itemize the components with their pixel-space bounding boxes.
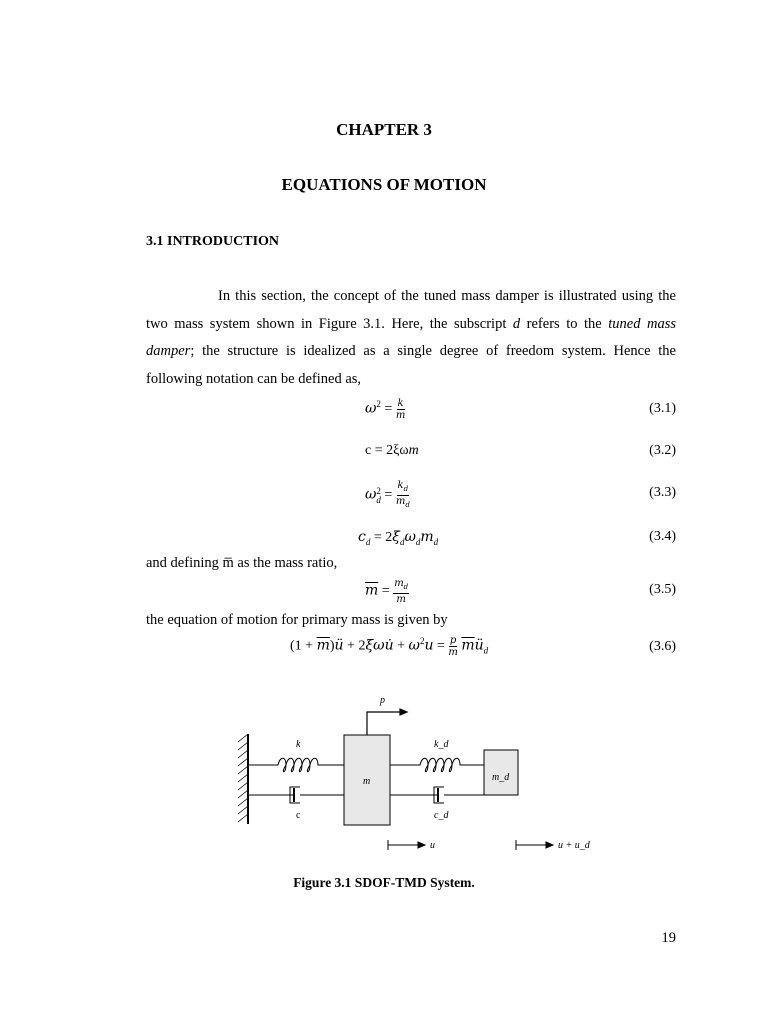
label-cd: c_d <box>434 810 449 821</box>
equation-number: (3.1) <box>649 401 676 416</box>
chapter-title: EQUATIONS OF MOTION <box>281 175 487 194</box>
label-u: u <box>430 840 435 851</box>
spring-kd <box>390 758 484 772</box>
label-m: m <box>363 776 371 787</box>
label-kd: k_d <box>434 739 449 750</box>
spring-k <box>248 758 344 772</box>
equation-3-6: $(1 + \overline{m})ü$ + 2ξωu̇ + $\omega^2u$ = $\frac{p}{m}$ $\overline{m}ü_d$ <box>290 635 489 658</box>
label-c: c <box>296 810 301 821</box>
label-u-ud: u + u_d <box>558 840 590 851</box>
equation-number: (3.2) <box>649 443 676 458</box>
sdof-tmd-figure <box>230 690 610 860</box>
equation-number: (3.4) <box>649 529 676 544</box>
label-p: p <box>380 695 385 706</box>
force-arrow-p <box>367 709 407 735</box>
equation-number: (3.3) <box>649 485 676 500</box>
equation-3-4: $c_d = 2\xi_d\omega_dm_d$ <box>358 529 439 547</box>
eom-intro-text: the equation of motion for primary mass is given by <box>146 612 448 628</box>
intro-paragraph: In this section, the concept of the tuned mass damper is illustrated using the two mass system shown in Figure 3.1. Here, the subscript d refers to the tuned mass damper; the structure is idealized as a single degree of freedom system. Hence the following notation can be defined as, <box>146 288 676 387</box>
chapter-heading: CHAPTER 3 <box>336 120 432 139</box>
figure-caption: Figure 3.1 SDOF-TMD System. <box>293 875 475 890</box>
label-md: m_d <box>492 772 510 783</box>
equation-3-2: c = 2ξωm <box>365 443 419 458</box>
section-heading: 3.1 INTRODUCTION <box>146 234 280 249</box>
equation-3-5: $\overline{m}$ = $\frac{m_d}{m}$ <box>365 578 409 605</box>
displacement-arrow-u-ud <box>516 840 553 850</box>
displacement-arrow-u <box>388 840 425 850</box>
mass-ratio-text: and defining m̅ as the mass ratio, <box>146 555 338 571</box>
equation-number: (3.6) <box>649 639 676 654</box>
label-k: k <box>296 739 301 750</box>
damper-cd <box>390 787 484 803</box>
fixed-wall <box>238 734 248 824</box>
page-number: 19 <box>661 930 676 946</box>
damper-c <box>248 787 344 803</box>
equation-number: (3.5) <box>649 582 676 597</box>
equation-3-1: $\omega^2$ = $\frac{k}{m}$ <box>365 398 406 421</box>
equation-3-3: ω 2 d = $\frac{k_d}{m_d}$ <box>365 480 410 509</box>
